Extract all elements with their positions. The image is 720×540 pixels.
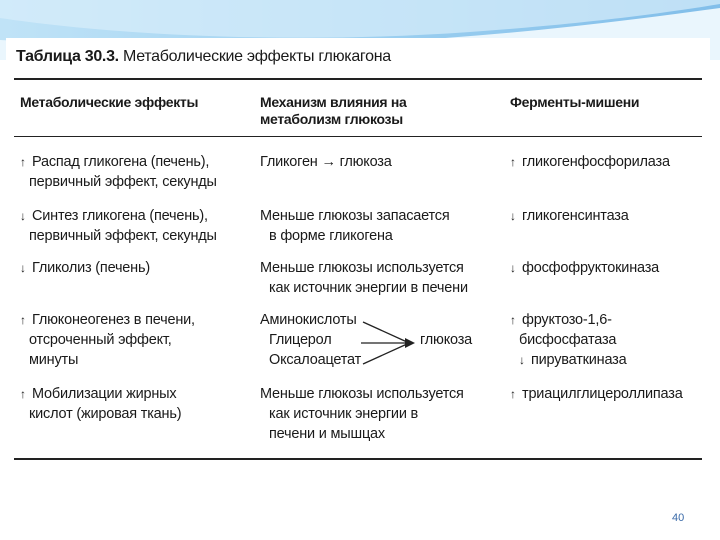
row5-mechanism: Меньше глюкозы используется как источник энергии в печени и мышцах — [260, 386, 464, 442]
header-mechanism: Механизм влияния на метаболизм глюкозы — [260, 94, 407, 127]
table-scan — [6, 38, 710, 466]
row4-mechanism-target: глюкоза — [420, 332, 473, 348]
table-bottom-rule — [14, 458, 702, 460]
caption-title: Метаболические эффекты глюкагона — [122, 48, 391, 65]
row2-effect: ↓ Синтез гликогена (печень), первичный эффект, секунды — [20, 208, 217, 244]
row1-mechanism: Гликоген → глюкоза — [260, 154, 392, 170]
row1-effect: ↑ Распад гликогена (печень), первичный эффект, секунды — [20, 154, 217, 190]
header-effects: Метаболические эффекты — [20, 94, 199, 110]
row4-effect: ↑ Глюконеогенез в печени, отсроченный эффект, минуты — [20, 312, 195, 368]
table-caption — [16, 48, 391, 66]
table-top-rule — [14, 78, 702, 80]
row5-enzymes: ↑ триацилглицероллипаза — [510, 386, 683, 402]
row3-enzymes: ↓ фосфофруктокиназа — [510, 260, 660, 276]
row3-mechanism: Меньше глюкозы используется как источник энергии в печени — [260, 260, 468, 296]
row1-enzymes: ↑ гликогенфосфорилаза — [510, 154, 670, 170]
header-bottom-rule — [14, 136, 702, 137]
header-enzymes: Ферменты-мишени — [510, 94, 640, 110]
caption-label: Таблица 30.3. — [16, 48, 119, 65]
row4-converging-arrows — [361, 316, 417, 372]
row2-enzymes: ↓ гликогенсинтаза — [510, 208, 629, 224]
row2-mechanism: Меньше глюкозы запасается в форме гликогена — [260, 208, 450, 244]
row4-mechanism-sources: Аминокислоты Глицерол Оксалоацетат — [260, 312, 362, 368]
row3-effect: ↓ Гликолиз (печень) — [20, 260, 150, 276]
page-number: 40 — [672, 512, 685, 524]
row4-enzymes: ↑ фруктозо-1,6- бисфосфатаза ↓ пируваткиназа — [510, 312, 627, 368]
row5-effect: ↑ Мобилизации жирных кислот (жировая ткань) — [20, 386, 182, 422]
